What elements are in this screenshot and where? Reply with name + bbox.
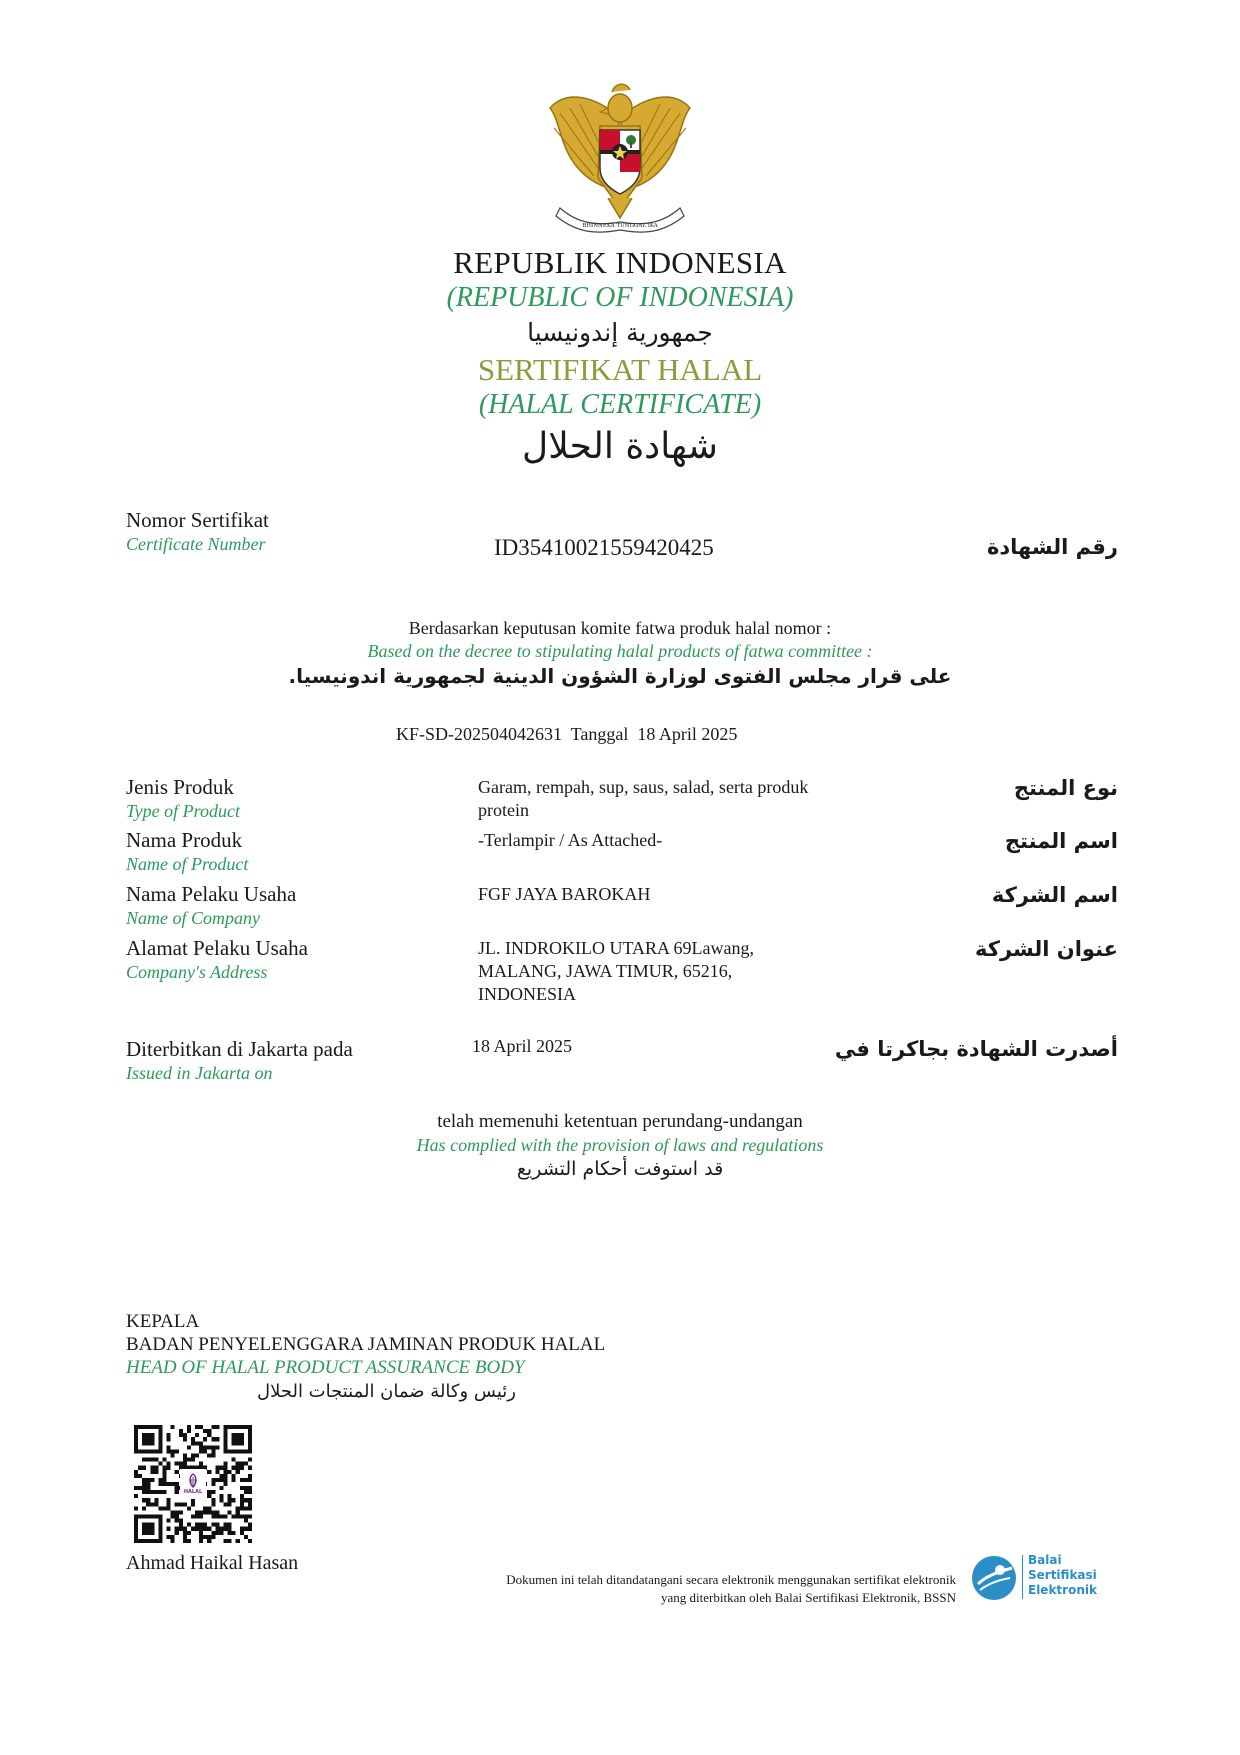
issued-label-ar: أصدرت الشهادة بجاكرتا في [834, 1037, 1118, 1061]
decree-text-ar: على قرار مجلس الفتوى لوزارة الشؤون الدينية لجمهورية اندونيسيا. [288, 664, 952, 688]
product-name-label-id: Nama Produk [126, 828, 243, 852]
cert-number-value: ID35410021559420425 [494, 535, 714, 560]
product-type-label-id: Jenis Produk [126, 775, 234, 799]
cert-number-label-en: Certificate Number [126, 534, 266, 554]
certificate-title-en: (HALAL CERTIFICATE) [478, 389, 762, 420]
bsre-logo-line-3: Elektronik [1028, 1583, 1097, 1597]
issued-label-en: Issued in Jakarta on [126, 1063, 273, 1083]
product-name-label-en: Name of Product [126, 854, 249, 874]
country-name-ar: جمهورية إندونيسيا [527, 318, 713, 347]
decree-text-id: Berdasarkan keputusan komite fatwa produk halal nomor : [408, 618, 832, 638]
compliance-text-en: Has complied with the provision of laws and regulations [416, 1135, 824, 1155]
signatory-title-2: BADAN PENYELENGGARA JAMINAN PRODUK HALAL [126, 1334, 606, 1355]
country-name-en: (REPUBLIC OF INDONESIA) [446, 282, 794, 313]
company-address-label-ar: عنوان الشركة [975, 937, 1118, 961]
company-address-label-id: Alamat Pelaku Usaha [126, 936, 308, 960]
issued-date: 18 April 2025 [472, 1036, 573, 1056]
issued-label-id: Diterbitkan di Jakarta pada [126, 1037, 353, 1061]
company-name-label-ar: اسم الشركة [991, 883, 1118, 907]
esign-note-line-2: yang diterbitkan oleh Balai Sertifikasi Elektronik, BSSN [661, 1590, 956, 1605]
garuda-emblem-icon [538, 78, 702, 238]
company-name-value: FGF JAYA BAROKAH [478, 884, 651, 904]
certificate-title-id: SERTIFIKAT HALAL [477, 352, 763, 387]
decree-text-en: Based on the decree to stipulating halal products of fatwa committee : [367, 641, 873, 661]
company-name-label-en: Name of Company [126, 908, 260, 928]
product-name-label-ar: اسم المنتج [1004, 829, 1118, 853]
compliance-text-id: telah memenuhi ketentuan perundang-undangan [437, 1111, 803, 1132]
product-type-value: Garam, rempah, sup, saus, salad, serta produk protein [478, 777, 809, 820]
bsre-logo-line-2: Sertifikasi [1028, 1568, 1097, 1582]
cert-number-label-id: Nomor Sertifikat [126, 508, 269, 532]
product-name-value: -Terlampir / As Attached- [478, 830, 663, 850]
esign-note [380, 1571, 956, 1607]
compliance-text-ar: قد استوفت أحكام التشريع [516, 1158, 724, 1180]
qr-code [134, 1425, 252, 1543]
product-type-label-en: Type of Product [126, 801, 240, 821]
signatory-title-1: KEPALA [126, 1311, 200, 1332]
country-name-id: REPUBLIK INDONESIA [453, 245, 787, 280]
esign-note-line-1: Dokumen ini telah ditandatangani secara elektronik menggunakan sertifikat elektronik [506, 1572, 956, 1587]
company-address-label-en: Company's Address [126, 962, 268, 982]
emblem-motto: BHINNEKA TUNGGAL IKA [582, 223, 658, 229]
halal-logo-text: HALAL [183, 1489, 203, 1495]
company-address-value: JL. INDROKILO UTARA 69Lawang, MALANG, JAWA TIMUR, 65216, INDONESIA [478, 938, 755, 1004]
signatory-title-ar: رئيس وكالة ضمان المنتجات الحلال [257, 1381, 516, 1402]
signatory-title-en: HEAD OF HALAL PRODUCT ASSURANCE BODY [126, 1357, 525, 1378]
signatory-name: Ahmad Haikal Hasan [126, 1552, 299, 1574]
decree-reference: KF-SD-202504042631 Tanggal 18 April 2025 [396, 724, 738, 744]
bsre-logo [970, 1553, 1100, 1603]
bsre-logo-icon [970, 1554, 1018, 1602]
product-type-label-ar: نوع المنتج [1013, 776, 1118, 800]
cert-number-label-ar: رقم الشهادة [987, 535, 1118, 559]
certificate-title-ar: شهادة الحلال [522, 426, 718, 467]
bsre-logo-line-1: Balai [1028, 1553, 1062, 1567]
company-name-label-id: Nama Pelaku Usaha [126, 882, 297, 906]
halal-logo-icon [180, 1469, 206, 1499]
